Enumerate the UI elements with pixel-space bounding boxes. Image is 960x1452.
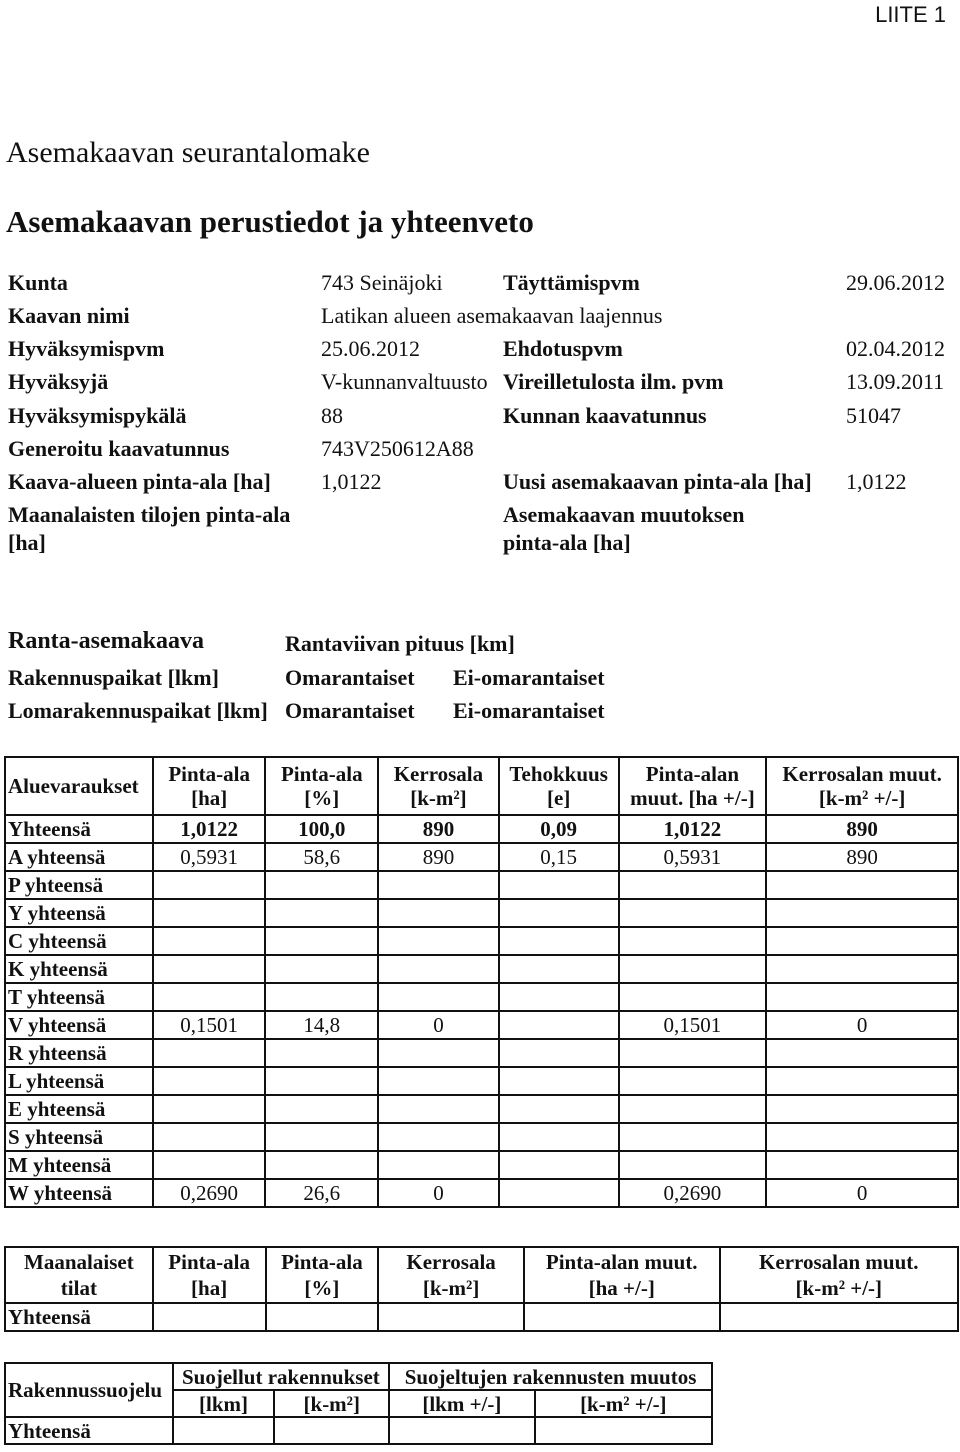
table-cell: 0,5931: [619, 843, 767, 871]
table-cell: [153, 1067, 266, 1095]
table-row: [5, 1179, 958, 1207]
column-header-line2: [e]: [547, 786, 571, 810]
column-header-line1: Pinta-ala: [168, 1250, 250, 1274]
table-cell: [499, 983, 619, 1011]
column-header: [265, 757, 378, 815]
table-cell: [499, 871, 619, 899]
table-cell: [378, 927, 499, 955]
table-header-row: [5, 757, 958, 815]
table-row: [5, 1067, 958, 1095]
column-header: [499, 757, 619, 815]
row-label: E yhteensä: [5, 1095, 153, 1123]
column-header: [153, 757, 266, 815]
row-label: C yhteensä: [5, 927, 153, 955]
table-row: [5, 927, 958, 955]
lomarakennuspaikat-ei-omarantaiset: Ei-omarantaiset: [453, 698, 605, 723]
vireille-label: Vireilletulosta ilm. pvm: [503, 369, 724, 394]
table-cell: [153, 1095, 266, 1123]
ranta-title: Ranta-asemakaava: [8, 628, 204, 654]
column-header-line1: Aluevaraukset: [8, 774, 139, 798]
table-cell: [378, 1151, 499, 1179]
rakennuspaikat-omarantaiset: Omarantaiset: [285, 665, 415, 690]
table-cell: [499, 1151, 619, 1179]
row-label: P yhteensä: [5, 871, 153, 899]
table-cell: 890: [378, 815, 499, 843]
column-header-line2: tilat: [60, 1276, 97, 1300]
table-cell: [265, 927, 378, 955]
table-cell: 890: [766, 843, 958, 871]
row-label: M yhteensä: [5, 1151, 153, 1179]
column-header-line2: muut. [ha +/-]: [630, 786, 755, 810]
table-cell: [378, 1039, 499, 1067]
table-cell: [619, 955, 767, 983]
appendix-label: LIITE 1: [875, 2, 946, 27]
table-cell: [499, 899, 619, 927]
table-cell: 100,0: [265, 815, 378, 843]
table-cell: [619, 1039, 767, 1067]
table-cell: [153, 983, 266, 1011]
column-header: [378, 1247, 524, 1303]
tayttamispvm-label: Täyttämispvm: [503, 270, 640, 295]
table-cell: [153, 1151, 266, 1179]
row-label: W yhteensä: [5, 1179, 153, 1207]
row-label: V yhteensä: [5, 1011, 153, 1039]
column-header-line2: [k-m²]: [422, 1276, 480, 1300]
row-label: Yhteensä: [5, 815, 153, 843]
table-cell: 0,5931: [153, 843, 266, 871]
table-row: [5, 1095, 958, 1123]
table-row: [5, 899, 958, 927]
table-cell: [153, 927, 266, 955]
column-header-line2: [k-m²]: [410, 786, 467, 810]
table-cell: [265, 955, 378, 983]
row-label: L yhteensä: [5, 1067, 153, 1095]
table-cell: [766, 1151, 958, 1179]
row-label: Y yhteensä: [5, 899, 153, 927]
column-header: [5, 1247, 153, 1303]
table-cell: [499, 1011, 619, 1039]
table-cell: [766, 1067, 958, 1095]
tayttamispvm-value: 29.06.2012: [846, 270, 945, 295]
table-cell: 1,0122: [619, 815, 767, 843]
table-row: [5, 955, 958, 983]
generoitu-value: 743V250612A88: [321, 436, 474, 461]
table-row: [5, 843, 958, 871]
table-cell: 0: [378, 1179, 499, 1207]
table-row: [5, 1151, 958, 1179]
hyvaksymispvm-value: 25.06.2012: [321, 336, 420, 361]
uusi-label: Uusi asemakaavan pinta-ala [ha]: [503, 469, 812, 494]
column-header: [153, 1247, 266, 1303]
alue-label: Kaava-alueen pinta-ala [ha]: [8, 469, 271, 494]
table-cell: [766, 871, 958, 899]
table-cell: 0: [766, 1179, 958, 1207]
table-cell: [766, 983, 958, 1011]
maanalaiset-table: [4, 1246, 959, 1332]
table-cell: [766, 899, 958, 927]
table-cell: [378, 1095, 499, 1123]
table-cell: 0: [378, 1011, 499, 1039]
rakennuspaikat-label: Rakennuspaikat [lkm]: [8, 665, 219, 690]
hyvaksyja-label: Hyväksyjä: [8, 369, 109, 394]
table-row: [5, 1039, 958, 1067]
column-header-line1: Kerrosalan muut.: [782, 762, 942, 786]
table-cell: [499, 1179, 619, 1207]
table-cell: [619, 927, 767, 955]
kaavan-nimi-label: Kaavan nimi: [8, 303, 130, 328]
suojelu-sub-lkm-change: [lkm +/-]: [389, 1390, 535, 1417]
table-cell: [153, 955, 266, 983]
column-header-line1: Pinta-alan: [645, 762, 740, 786]
column-header: [266, 1247, 379, 1303]
suojelu-sub-km2: [k-m²]: [274, 1390, 389, 1417]
suojelu-sub-km2-change: [k-m² +/-]: [535, 1390, 712, 1417]
table-cell: [378, 1067, 499, 1095]
table-cell: 890: [378, 843, 499, 871]
table-cell: [153, 1123, 266, 1151]
table-cell: 0: [766, 1011, 958, 1039]
table-cell: [265, 1039, 378, 1067]
table-cell: 58,6: [265, 843, 378, 871]
row-label: A yhteensä: [5, 843, 153, 871]
column-header-line1: Pinta-alan muut.: [545, 1250, 698, 1274]
table-cell: [619, 1095, 767, 1123]
column-header: [5, 757, 153, 815]
row-label: S yhteensä: [5, 1123, 153, 1151]
uusi-value: 1,0122: [846, 469, 907, 494]
column-header-line2: [ha]: [191, 786, 228, 810]
suojellut-header: Suojellut rakennukset: [173, 1363, 389, 1390]
table-cell: [619, 983, 767, 1011]
table-cell: [619, 1151, 767, 1179]
column-header: [524, 1247, 720, 1303]
table-cell: [499, 1039, 619, 1067]
table-cell: [378, 1303, 524, 1331]
kaavan-nimi-value: Latikan alueen asemakaavan laajennus: [321, 303, 663, 328]
column-header-line1: Tehokkuus: [509, 762, 608, 786]
table-cell: [535, 1417, 712, 1444]
table-cell: [378, 955, 499, 983]
table-cell: [153, 871, 266, 899]
kaavatunnus-value: 51047: [846, 403, 901, 428]
table-cell: 0,1501: [619, 1011, 767, 1039]
table-cell: [524, 1303, 720, 1331]
table-cell: [766, 1039, 958, 1067]
kunta-label: Kunta: [8, 270, 68, 295]
column-header-line2: [%]: [304, 1276, 340, 1300]
lomarakennuspaikat-label: Lomarakennuspaikat [lkm]: [8, 698, 268, 723]
table-cell: 1,0122: [153, 815, 266, 843]
suojelu-sub-lkm: [lkm]: [173, 1390, 275, 1417]
column-header-line2: [k-m² +/-]: [818, 786, 906, 810]
kaavatunnus-label: Kunnan kaavatunnus: [503, 403, 707, 428]
suojelu-total-label: Yhteensä: [5, 1417, 173, 1444]
table-cell: [274, 1417, 389, 1444]
column-header-line1: Pinta-ala: [168, 762, 250, 786]
column-header: [378, 757, 499, 815]
table-cell: [389, 1417, 535, 1444]
table-cell: [720, 1303, 958, 1331]
column-header-line2: [ha +/-]: [588, 1276, 655, 1300]
table-row: [5, 1123, 958, 1151]
table-cell: [378, 983, 499, 1011]
column-header-line1: Kerrosala: [406, 1250, 496, 1274]
column-header-line1: Kerrosala: [393, 762, 484, 786]
table-row: [5, 1303, 958, 1331]
muutoksen-label-line1: Asemakaavan muutoksen: [503, 502, 745, 527]
table-cell: [378, 899, 499, 927]
column-header: [766, 757, 958, 815]
hyvaksymispvm-label: Hyväksymispvm: [8, 336, 165, 361]
table-cell: [266, 1303, 379, 1331]
lomarakennuspaikat-omarantaiset: Omarantaiset: [285, 698, 415, 723]
maanalaisten-label-line1: Maanalaisten tilojen pinta-ala: [8, 502, 291, 527]
column-header: [619, 757, 767, 815]
table-cell: 0,09: [499, 815, 619, 843]
row-label: R yhteensä: [5, 1039, 153, 1067]
table-cell: [766, 927, 958, 955]
column-header-line1: Kerrosalan muut.: [759, 1250, 919, 1274]
kunta-value: 743 Seinäjoki: [321, 270, 443, 295]
muutoksen-label-line2: pinta-ala [ha]: [503, 530, 631, 555]
table-cell: 0,2690: [153, 1179, 266, 1207]
table-cell: [619, 899, 767, 927]
table-cell: [265, 899, 378, 927]
table-cell: [499, 955, 619, 983]
rakennussuojelu-header: Rakennussuojelu: [5, 1363, 173, 1417]
generoitu-label: Generoitu kaavatunnus: [8, 436, 230, 461]
table-cell: [153, 1303, 266, 1331]
table-cell: [499, 927, 619, 955]
column-header-line1: Maanalaiset: [24, 1250, 134, 1274]
pykala-value: 88: [321, 403, 343, 428]
table-cell: [265, 1067, 378, 1095]
column-header-line2: [k-m² +/-]: [795, 1276, 883, 1300]
table-cell: [265, 983, 378, 1011]
pykala-label: Hyväksymispykälä: [8, 403, 187, 428]
table-cell: 0,1501: [153, 1011, 266, 1039]
table-cell: [619, 1123, 767, 1151]
hyvaksyja-value: V-kunnanvaltuusto: [321, 369, 488, 394]
table-cell: [499, 1095, 619, 1123]
ehdotuspvm-label: Ehdotuspvm: [503, 336, 623, 361]
table-cell: [265, 1151, 378, 1179]
column-header-line1: Pinta-ala: [281, 1250, 363, 1274]
table-cell: 0,2690: [619, 1179, 767, 1207]
column-header-line2: [%]: [304, 786, 340, 810]
row-label: T yhteensä: [5, 983, 153, 1011]
table-row: [5, 1011, 958, 1039]
column-header-line1: Pinta-ala: [280, 762, 363, 786]
table-cell: 0,15: [499, 843, 619, 871]
column-header-line2: [ha]: [191, 1276, 228, 1300]
maanalaisten-label-line2: [ha]: [8, 530, 46, 555]
table-cell: 26,6: [265, 1179, 378, 1207]
table-row: [5, 983, 958, 1011]
vireille-value: 13.09.2011: [846, 369, 945, 394]
table-cell: [499, 1067, 619, 1095]
column-header: [720, 1247, 958, 1303]
page-subtitle: Asemakaavan perustiedot ja yhteenveto: [6, 204, 534, 239]
rakennuspaikat-ei-omarantaiset: Ei-omarantaiset: [453, 665, 605, 690]
table-cell: 890: [766, 815, 958, 843]
table-cell: [153, 899, 266, 927]
table-cell: [153, 1039, 266, 1067]
table-cell: [619, 871, 767, 899]
table-cell: [378, 1123, 499, 1151]
table-cell: 14,8: [265, 1011, 378, 1039]
table-cell: [265, 1095, 378, 1123]
table-row: [5, 871, 958, 899]
rakennussuojelu-table: [4, 1362, 713, 1445]
table-cell: [173, 1417, 275, 1444]
table-cell: [378, 871, 499, 899]
alue-value: 1,0122: [321, 469, 382, 494]
table-header-row: [5, 1247, 958, 1303]
table-cell: [619, 1067, 767, 1095]
muutos-header: Suojeltujen rakennusten muutos: [389, 1363, 712, 1390]
table-cell: [766, 1123, 958, 1151]
row-label: K yhteensä: [5, 955, 153, 983]
row-label: Yhteensä: [5, 1303, 153, 1331]
page-title: Asemakaavan seurantalomake: [6, 136, 370, 169]
table-cell: [265, 1123, 378, 1151]
table-cell: [766, 955, 958, 983]
table-cell: [499, 1123, 619, 1151]
rantaviiva-label: Rantaviivan pituus [km]: [285, 631, 515, 656]
table-row: [5, 815, 958, 843]
table-cell: [766, 1095, 958, 1123]
ehdotuspvm-value: 02.04.2012: [846, 336, 945, 361]
aluevaraukset-table: [4, 756, 959, 1208]
table-cell: [265, 871, 378, 899]
